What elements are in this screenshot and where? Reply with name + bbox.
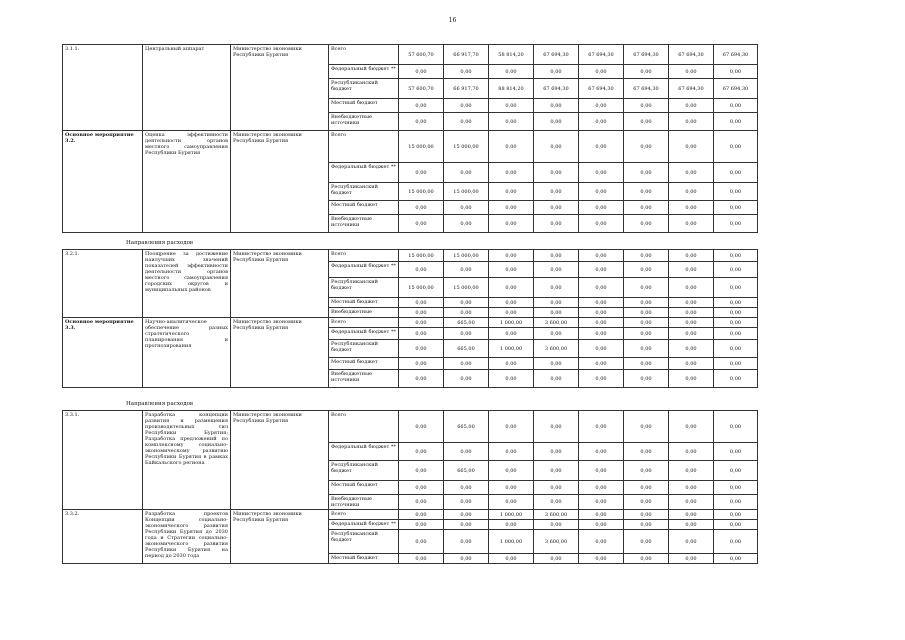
amount-cell: 0,00	[534, 163, 579, 183]
amount-cell: 0,00	[399, 298, 444, 308]
amount-cell: 0,00	[669, 298, 714, 308]
amount-cell: 0,00	[444, 262, 489, 278]
amount-cell: 0,00	[399, 411, 444, 443]
amount-cell: 0,00	[579, 65, 624, 79]
amount-cell: 0,00	[579, 520, 624, 530]
amount-cell: 0,00	[579, 461, 624, 481]
funding-source: Внебюджетные	[329, 308, 399, 318]
amount-cell: 0,00	[444, 520, 489, 530]
amount-cell: 0,00	[579, 163, 624, 183]
amount-cell: 0,00	[534, 99, 579, 113]
amount-cell: 0,00	[534, 250, 579, 262]
amount-cell: 0,00	[399, 99, 444, 113]
amount-cell: 0,00	[534, 215, 579, 233]
amount-cell: 0,00	[444, 215, 489, 233]
amount-cell: 0,00	[624, 461, 669, 481]
amount-cell: 0,00	[534, 461, 579, 481]
amount-cell: 0,00	[714, 461, 758, 481]
amount-cell: 0,00	[669, 318, 714, 328]
amount-cell: 0,00	[444, 308, 489, 318]
amount-cell: 0,00	[714, 113, 758, 131]
amount-cell: 0,00	[399, 215, 444, 233]
amount-cell: 0,00	[624, 481, 669, 495]
amount-cell: 0,00	[624, 131, 669, 163]
amount-cell: 0,00	[624, 65, 669, 79]
amount-cell: 665,00	[444, 461, 489, 481]
amount-cell: 0,00	[489, 113, 534, 131]
amount-cell: 0,00	[399, 113, 444, 131]
amount-cell: 0,00	[579, 358, 624, 370]
amount-cell: 0,00	[399, 495, 444, 510]
amount-cell: 0,00	[444, 443, 489, 461]
funding-source: Местный бюджет	[329, 99, 399, 113]
amount-cell: 0,00	[624, 443, 669, 461]
amount-cell: 0,00	[669, 461, 714, 481]
item-name: Поощрение за достижение наилучших значений показателей эффективности деятельности органов местного самоуправления городских округов и муниципальных районов	[143, 250, 231, 318]
amount-cell: 1 000,00	[489, 318, 534, 328]
amount-cell: 0,00	[714, 554, 758, 564]
amount-cell: 67 694,30	[669, 79, 714, 99]
amount-cell: 0,00	[624, 215, 669, 233]
amount-cell: 0,00	[669, 65, 714, 79]
amount-cell: 0,00	[669, 250, 714, 262]
amount-cell: 0,00	[399, 65, 444, 79]
amount-cell: 0,00	[714, 530, 758, 554]
amount-cell: 0,00	[489, 183, 534, 201]
funding-source: Всего	[329, 411, 399, 443]
amount-cell: 0,00	[534, 308, 579, 318]
amount-cell: 15 000,00	[444, 183, 489, 201]
amount-cell: 0,00	[669, 340, 714, 358]
item-executor: Министерство экономики Республики Бурятия	[231, 510, 329, 564]
amount-cell: 0,00	[714, 495, 758, 510]
section-heading-2: Направления расходов	[126, 401, 194, 407]
item-executor: Министерство экономики Республики Бурятия	[231, 411, 329, 510]
amount-cell: 0,00	[444, 495, 489, 510]
amount-cell: 0,00	[534, 201, 579, 215]
amount-cell: 0,00	[714, 99, 758, 113]
amount-cell: 0,00	[399, 358, 444, 370]
amount-cell: 58 814,20	[489, 45, 534, 65]
amount-cell: 67 694,30	[534, 79, 579, 99]
amount-cell: 0,00	[399, 318, 444, 328]
item-code: Основное мероприятие 3.3.	[63, 318, 143, 388]
amount-cell: 0,00	[399, 340, 444, 358]
amount-cell: 0,00	[444, 481, 489, 495]
funding-source: Местный бюджет	[329, 481, 399, 495]
funding-source: Внебюджетные источники	[329, 113, 399, 131]
funding-source: Местный бюджет	[329, 358, 399, 370]
amount-cell: 0,00	[534, 411, 579, 443]
section-heading-1: Направления расходов	[126, 240, 194, 246]
amount-cell: 0,00	[714, 358, 758, 370]
item-executor: Министерство экономики Республики Бурятия	[231, 250, 329, 318]
funding-source: Внебюджетные источники	[329, 495, 399, 510]
amount-cell: 0,00	[489, 65, 534, 79]
amount-cell: 0,00	[534, 278, 579, 298]
amount-cell: 0,00	[444, 510, 489, 520]
amount-cell: 0,00	[579, 308, 624, 318]
funding-source: Федеральный бюджет **	[329, 163, 399, 183]
amount-cell: 0,00	[489, 99, 534, 113]
amount-cell: 0,00	[624, 411, 669, 443]
amount-cell: 0,00	[714, 250, 758, 262]
amount-cell: 0,00	[669, 278, 714, 298]
funding-source: Всего	[329, 510, 399, 520]
funding-source: Федеральный бюджет **	[329, 520, 399, 530]
amount-cell: 0,00	[399, 520, 444, 530]
amount-cell: 0,00	[489, 411, 534, 443]
item-code: 3.3.1.	[63, 411, 143, 510]
amount-cell: 66 917,70	[444, 45, 489, 65]
amount-cell: 0,00	[489, 215, 534, 233]
amount-cell: 0,00	[624, 318, 669, 328]
amount-cell: 0,00	[624, 520, 669, 530]
amount-cell: 0,00	[444, 298, 489, 308]
amount-cell: 0,00	[399, 262, 444, 278]
amount-cell: 0,00	[669, 163, 714, 183]
amount-cell: 67 694,30	[714, 79, 758, 99]
amount-cell: 0,00	[534, 481, 579, 495]
amount-cell: 0,00	[579, 201, 624, 215]
amount-cell: 0,00	[579, 481, 624, 495]
table-row	[63, 131, 758, 163]
amount-cell: 0,00	[489, 201, 534, 215]
amount-cell: 0,00	[624, 163, 669, 183]
item-name: Научно-аналитическое обеспечение разных стратегического планирования и прогнозирования	[143, 318, 231, 388]
amount-cell: 0,00	[444, 358, 489, 370]
amount-cell: 0,00	[669, 495, 714, 510]
amount-cell: 15 000,00	[399, 278, 444, 298]
amount-cell: 0,00	[489, 461, 534, 481]
amount-cell: 3 600,00	[534, 340, 579, 358]
amount-cell: 0,00	[399, 510, 444, 520]
amount-cell: 0,00	[489, 262, 534, 278]
funding-source: Местный бюджет	[329, 554, 399, 564]
amount-cell: 0,00	[669, 328, 714, 340]
amount-cell: 67 694,30	[579, 79, 624, 99]
amount-cell: 0,00	[444, 99, 489, 113]
funding-source: Федеральный бюджет **	[329, 328, 399, 340]
amount-cell: 57 600,70	[399, 79, 444, 99]
amount-cell: 0,00	[669, 131, 714, 163]
amount-cell: 3 600,00	[534, 510, 579, 520]
amount-cell: 67 694,30	[714, 45, 758, 65]
amount-cell: 15 000,00	[444, 278, 489, 298]
amount-cell: 0,00	[714, 65, 758, 79]
amount-cell: 0,00	[534, 495, 579, 510]
amount-cell: 0,00	[624, 262, 669, 278]
amount-cell: 0,00	[669, 215, 714, 233]
amount-cell: 0,00	[669, 510, 714, 520]
item-code: 3.1.1.	[63, 45, 143, 131]
amount-cell: 0,00	[579, 328, 624, 340]
amount-cell: 0,00	[669, 530, 714, 554]
amount-cell: 0,00	[534, 554, 579, 564]
amount-cell: 0,00	[489, 298, 534, 308]
amount-cell: 0,00	[579, 250, 624, 262]
amount-cell: 0,00	[669, 201, 714, 215]
item-code: Основное мероприятие 3.2.	[63, 131, 143, 233]
item-code: 3.3.2.	[63, 510, 143, 564]
amount-cell: 0,00	[624, 370, 669, 388]
funding-source: Всего	[329, 318, 399, 328]
amount-cell: 0,00	[444, 201, 489, 215]
amount-cell: 0,00	[714, 443, 758, 461]
funding-source: Федеральный бюджет **	[329, 65, 399, 79]
amount-cell: 0,00	[669, 481, 714, 495]
amount-cell: 0,00	[669, 308, 714, 318]
amount-cell: 0,00	[579, 443, 624, 461]
amount-cell: 0,00	[579, 370, 624, 388]
amount-cell: 0,00	[489, 358, 534, 370]
amount-cell: 0,00	[714, 278, 758, 298]
amount-cell: 0,00	[624, 201, 669, 215]
item-name: Центральный аппарат	[143, 45, 231, 131]
funding-source: Всего	[329, 131, 399, 163]
amount-cell: 0,00	[624, 530, 669, 554]
amount-cell: 0,00	[399, 530, 444, 554]
amount-cell: 665,00	[444, 411, 489, 443]
amount-cell: 0,00	[579, 318, 624, 328]
amount-cell: 0,00	[579, 298, 624, 308]
amount-cell: 0,00	[714, 308, 758, 318]
funding-source: Республиканский бюджет	[329, 183, 399, 201]
amount-cell: 0,00	[399, 554, 444, 564]
budget-table-2	[62, 249, 758, 388]
amount-cell: 0,00	[534, 520, 579, 530]
funding-source: Внебюджетные источники	[329, 370, 399, 388]
amount-cell: 0,00	[489, 131, 534, 163]
amount-cell: 0,00	[489, 443, 534, 461]
amount-cell: 0,00	[534, 443, 579, 461]
funding-source: Федеральный бюджет **	[329, 443, 399, 461]
amount-cell: 0,00	[444, 530, 489, 554]
funding-source: Республиканский бюджет	[329, 340, 399, 358]
item-executor: Министерство экономики Республики Бурятия	[231, 318, 329, 388]
amount-cell: 0,00	[579, 510, 624, 520]
amount-cell: 0,00	[624, 278, 669, 298]
amount-cell: 0,00	[489, 278, 534, 298]
amount-cell: 0,00	[579, 411, 624, 443]
amount-cell: 0,00	[579, 99, 624, 113]
amount-cell: 15 000,00	[444, 131, 489, 163]
amount-cell: 0,00	[534, 131, 579, 163]
amount-cell: 0,00	[489, 554, 534, 564]
funding-source: Всего	[329, 250, 399, 262]
funding-source: Республиканский бюджет	[329, 278, 399, 298]
amount-cell: 0,00	[399, 370, 444, 388]
amount-cell: 0,00	[489, 520, 534, 530]
table-row	[63, 45, 758, 65]
amount-cell: 0,00	[399, 308, 444, 318]
amount-cell: 15 000,00	[399, 183, 444, 201]
page-number: 16	[448, 17, 457, 24]
amount-cell: 66 917,70	[444, 79, 489, 99]
amount-cell: 0,00	[714, 318, 758, 328]
amount-cell: 0,00	[399, 201, 444, 215]
amount-cell: 0,00	[714, 411, 758, 443]
amount-cell: 0,00	[714, 215, 758, 233]
amount-cell: 0,00	[579, 113, 624, 131]
amount-cell: 0,00	[444, 328, 489, 340]
table-row	[63, 510, 758, 520]
amount-cell: 0,00	[399, 443, 444, 461]
amount-cell: 1 000,00	[489, 510, 534, 520]
amount-cell: 0,00	[624, 495, 669, 510]
amount-cell: 0,00	[489, 328, 534, 340]
amount-cell: 0,00	[534, 370, 579, 388]
amount-cell: 0,00	[399, 481, 444, 495]
amount-cell: 0,00	[579, 278, 624, 298]
funding-source: Всего	[329, 45, 399, 65]
amount-cell: 0,00	[624, 554, 669, 564]
amount-cell: 0,00	[534, 65, 579, 79]
amount-cell: 0,00	[669, 358, 714, 370]
amount-cell: 0,00	[579, 262, 624, 278]
amount-cell: 0,00	[714, 328, 758, 340]
amount-cell: 3 600,00	[534, 530, 579, 554]
amount-cell: 88 814,20	[489, 79, 534, 99]
amount-cell: 0,00	[624, 99, 669, 113]
amount-cell: 0,00	[399, 461, 444, 481]
amount-cell: 67 694,30	[534, 45, 579, 65]
amount-cell: 3 600,00	[534, 318, 579, 328]
item-executor: Министерство экономики Республики Бурятия	[231, 45, 329, 131]
amount-cell: 0,00	[534, 183, 579, 201]
amount-cell: 0,00	[579, 215, 624, 233]
amount-cell: 0,00	[534, 262, 579, 278]
amount-cell: 0,00	[714, 183, 758, 201]
amount-cell: 0,00	[489, 481, 534, 495]
amount-cell: 0,00	[714, 201, 758, 215]
amount-cell: 0,00	[579, 530, 624, 554]
funding-source: Местный бюджет	[329, 298, 399, 308]
table-row	[63, 250, 758, 262]
amount-cell: 665,00	[444, 340, 489, 358]
amount-cell: 0,00	[714, 262, 758, 278]
amount-cell: 0,00	[534, 298, 579, 308]
amount-cell: 0,00	[534, 358, 579, 370]
amount-cell: 0,00	[489, 250, 534, 262]
item-name: Разработка концепции развития и размещения производительных сил Республики Бурятия; Разработка предложений по комплексному социально-экономическому развитию Республики Бурятия в рамках Байкальского региона	[143, 411, 231, 510]
amount-cell: 665,00	[444, 318, 489, 328]
amount-cell: 0,00	[489, 163, 534, 183]
amount-cell: 0,00	[714, 163, 758, 183]
amount-cell: 0,00	[714, 370, 758, 388]
amount-cell: 0,00	[669, 183, 714, 201]
amount-cell: 0,00	[579, 495, 624, 510]
amount-cell: 0,00	[714, 510, 758, 520]
amount-cell: 0,00	[624, 308, 669, 318]
amount-cell: 67 694,30	[669, 45, 714, 65]
amount-cell: 0,00	[534, 113, 579, 131]
amount-cell: 15 000,00	[444, 250, 489, 262]
amount-cell: 0,00	[714, 340, 758, 358]
amount-cell: 0,00	[399, 163, 444, 183]
amount-cell: 0,00	[669, 370, 714, 388]
amount-cell: 0,00	[714, 520, 758, 530]
amount-cell: 0,00	[399, 328, 444, 340]
funding-source: Федеральный бюджет **	[329, 262, 399, 278]
amount-cell: 0,00	[624, 328, 669, 340]
table-row	[63, 318, 758, 328]
amount-cell: 0,00	[579, 340, 624, 358]
funding-source: Внебюджетные источники	[329, 215, 399, 233]
amount-cell: 0,00	[669, 113, 714, 131]
amount-cell: 0,00	[444, 163, 489, 183]
amount-cell: 0,00	[669, 262, 714, 278]
funding-source: Местный бюджет	[329, 201, 399, 215]
amount-cell: 0,00	[669, 520, 714, 530]
amount-cell: 0,00	[489, 495, 534, 510]
amount-cell: 0,00	[624, 510, 669, 520]
amount-cell: 0,00	[714, 131, 758, 163]
item-name: Разработка проектов Концепции социально-экономического развития Республики Бурятия до 2030 года и Стратегии социально-экономического развития Республики Бурятия на период до 2030 года	[143, 510, 231, 564]
amount-cell: 0,00	[624, 358, 669, 370]
amount-cell: 67 694,30	[579, 45, 624, 65]
amount-cell: 0,00	[669, 443, 714, 461]
amount-cell: 0,00	[579, 554, 624, 564]
amount-cell: 0,00	[444, 370, 489, 388]
funding-source: Республиканский бюджет	[329, 79, 399, 99]
amount-cell: 15 000,00	[399, 250, 444, 262]
amount-cell: 0,00	[579, 183, 624, 201]
amount-cell: 0,00	[489, 370, 534, 388]
amount-cell: 67 694,30	[624, 79, 669, 99]
amount-cell: 0,00	[444, 554, 489, 564]
amount-cell: 57 600,70	[399, 45, 444, 65]
amount-cell: 0,00	[579, 131, 624, 163]
budget-table-1	[62, 44, 758, 233]
amount-cell: 0,00	[489, 308, 534, 318]
amount-cell: 0,00	[444, 65, 489, 79]
amount-cell: 0,00	[669, 411, 714, 443]
amount-cell: 1 000,00	[489, 530, 534, 554]
amount-cell: 67 694,30	[624, 45, 669, 65]
amount-cell: 0,00	[624, 250, 669, 262]
amount-cell: 0,00	[534, 328, 579, 340]
amount-cell: 0,00	[444, 113, 489, 131]
amount-cell: 0,00	[669, 99, 714, 113]
amount-cell: 0,00	[624, 340, 669, 358]
budget-table-3	[62, 410, 758, 564]
amount-cell: 0,00	[714, 298, 758, 308]
amount-cell: 15 000,00	[399, 131, 444, 163]
table-row	[63, 411, 758, 443]
amount-cell: 0,00	[624, 113, 669, 131]
amount-cell: 0,00	[714, 481, 758, 495]
funding-source: Республиканский бюджет	[329, 530, 399, 554]
item-code: 3.2.1.	[63, 250, 143, 318]
amount-cell: 0,00	[624, 183, 669, 201]
amount-cell: 0,00	[624, 298, 669, 308]
item-executor: Министерство экономики Республики Бурятия	[231, 131, 329, 233]
funding-source: Республиканский бюджет	[329, 461, 399, 481]
amount-cell: 0,00	[669, 554, 714, 564]
amount-cell: 1 000,00	[489, 340, 534, 358]
item-name: Оценка эффективности деятельности органов местного самоуправления Республики Бурятия	[143, 131, 231, 233]
